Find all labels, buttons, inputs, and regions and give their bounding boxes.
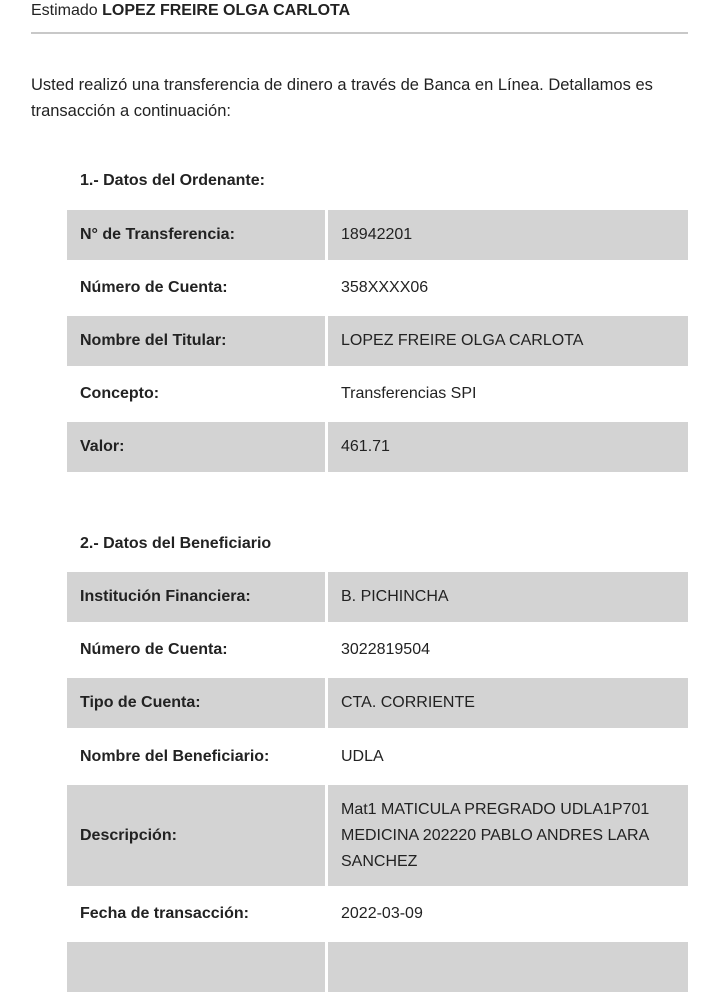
- table-row: [67, 263, 688, 313]
- table-row: [67, 889, 688, 939]
- row-label: Número de Cuenta:: [80, 279, 228, 296]
- row-value: UDLA: [341, 747, 384, 765]
- row-value: 3022819504: [341, 641, 430, 658]
- row-label: Nombre del Beneficiario:: [80, 747, 270, 765]
- row-value: 358XXXX06: [341, 279, 429, 296]
- table-row: [67, 316, 688, 366]
- row-label: Fecha de transacción:: [80, 905, 249, 922]
- row-label: N° de Transferencia:: [67, 210, 325, 260]
- row-label: Descripción:: [67, 785, 325, 886]
- row-value: CTA. CORRIENTE: [328, 678, 688, 728]
- row-value: 18942201: [328, 210, 688, 260]
- table-row: [67, 678, 688, 728]
- row-label: Valor:: [67, 422, 325, 472]
- row-label: Número de Cuenta:: [80, 641, 228, 658]
- row-value: B. PICHINCHA: [328, 572, 688, 622]
- row-label: Nombre del Titular:: [67, 316, 325, 366]
- table-row: [67, 731, 688, 782]
- table-row: [67, 625, 688, 675]
- greeting: [31, 0, 350, 22]
- row-value: LOPEZ FREIRE OLGA CARLOTA: [328, 316, 688, 366]
- table-row: [67, 572, 688, 622]
- intro-line-2: transacción a continuación:: [31, 102, 231, 120]
- table-row: [67, 785, 688, 886]
- intro-paragraph: [31, 72, 711, 124]
- row-value: 2022-03-09: [341, 905, 423, 922]
- row-label: Institución Financiera:: [67, 572, 325, 622]
- row-label: Tipo de Cuenta:: [67, 678, 325, 728]
- greeting-prefix: Estimado: [31, 2, 98, 19]
- row-value: 461.71: [328, 422, 688, 472]
- row-value: Mat1 MATICULA PREGRADO UDLA1P701 MEDICINA 202220 PABLO ANDRES LARA SANCHEZ: [328, 785, 688, 886]
- table-row: [67, 422, 688, 472]
- row-value: [328, 942, 688, 992]
- intro-line-1: Usted realizó una transferencia de dinero a través de Banca en Línea. Detallamos es: [31, 76, 653, 94]
- beneficiario-table: [67, 572, 688, 995]
- row-label: Concepto:: [80, 385, 160, 402]
- ordenante-table: [67, 210, 688, 475]
- row-label: [67, 942, 325, 992]
- divider: [31, 32, 688, 34]
- recipient-name: LOPEZ FREIRE OLGA CARLOTA: [102, 2, 351, 19]
- table-row: [67, 210, 688, 260]
- table-row: [67, 369, 688, 419]
- table-row-partial: [67, 942, 688, 992]
- section-title-beneficiario: 2.- Datos del Beneficiario: [80, 535, 272, 552]
- row-value: Transferencias SPI: [341, 385, 477, 402]
- section-title-ordenante: 1.- Datos del Ordenante:: [80, 172, 265, 189]
